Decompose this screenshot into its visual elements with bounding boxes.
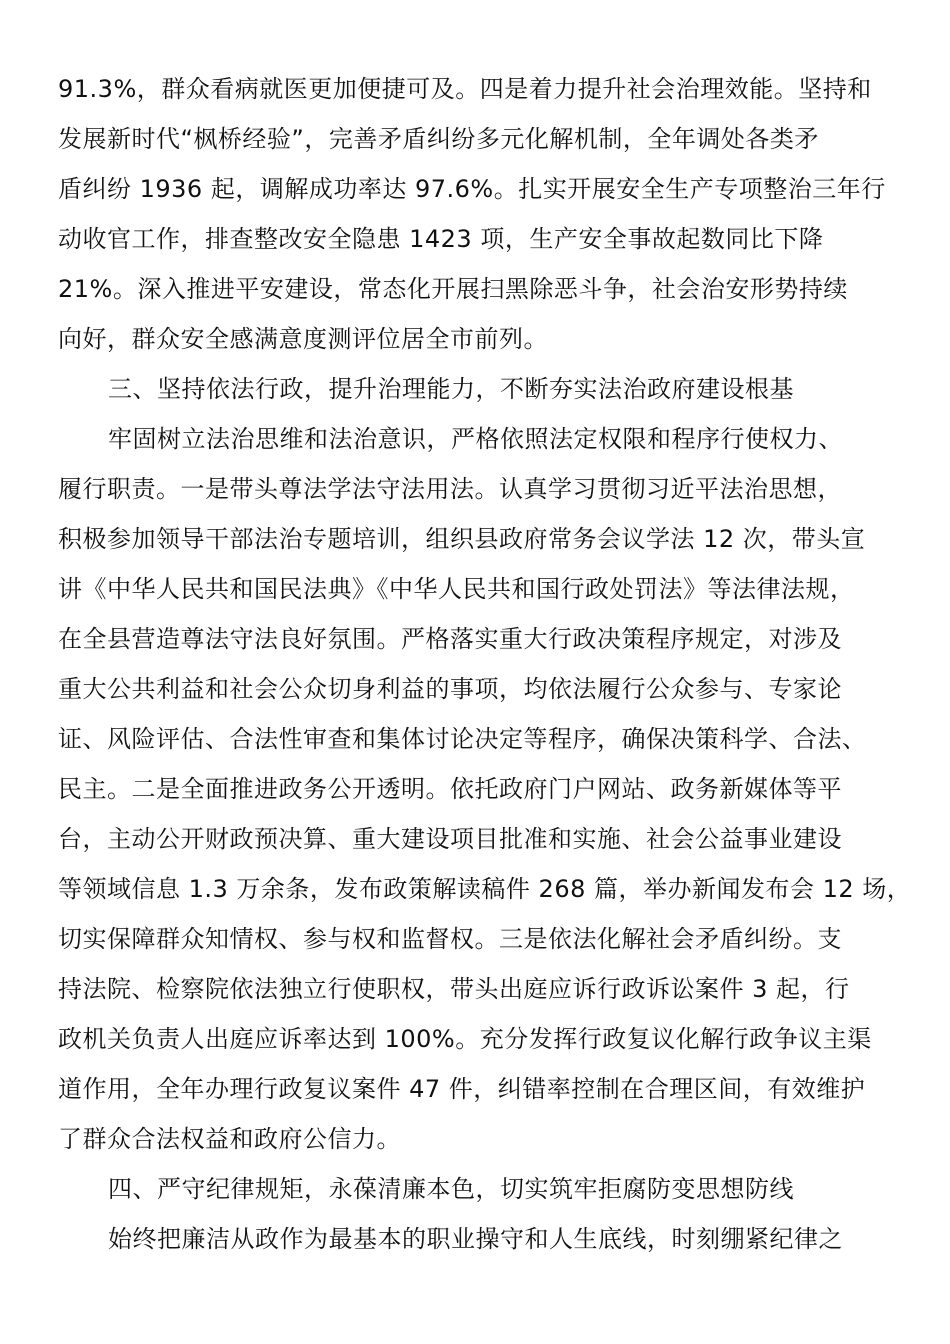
body-line: 21%。深入推进平安建设，常态化开展扫黑除恶斗争，社会治安形势持续	[58, 275, 848, 303]
body-line: 切实保障群众知情权、参与权和监督权。三是依法化解社会矛盾纠纷。支	[58, 925, 842, 953]
body-line: 了群众合法权益和政府公信力。	[58, 1125, 401, 1153]
body-line: 91.3%，群众看病就医更加便捷可及。四是着力提升社会治理效能。坚持和	[58, 75, 872, 103]
body-line: 道作用，全年办理行政复议案件 47 件，纠错率控制在合理区间，有效维护	[58, 1075, 866, 1103]
body-line: 台，主动公开财政预决算、重大建设项目批准和实施、社会公益事业建设	[58, 825, 842, 853]
body-line: 动收官工作，排查整改安全隐患 1423 项，生产安全事故起数同比下降	[58, 225, 824, 253]
body-line: 民主。二是全面推进政务公开透明。依托政府门户网站、政务新媒体等平	[58, 775, 842, 803]
body-line: 政机关负责人出庭应诉率达到 100%。充分发挥行政复议化解行政争议主渠	[58, 1025, 872, 1053]
body-line: 重大公共利益和社会公众切身利益的事项，均依法履行公众参与、专家论	[58, 675, 842, 703]
document-page	[58, 64, 912, 1264]
section-heading-3: 三、坚持依法行政，提升治理能力，不断夯实法治政府建设根基	[108, 375, 794, 403]
body-line: 发展新时代“枫桥经验”，完善矛盾纠纷多元化解机制，全年调处各类矛	[58, 125, 819, 153]
body-line: 等领域信息 1.3 万余条，发布政策解读稿件 268 篇，举办新闻发布会 12 场，	[58, 875, 912, 903]
body-line: 盾纠纷 1936 起，调解成功率达 97.6%。扎实开展安全生产专项整治三年行	[58, 175, 886, 203]
paragraph-start-line: 牢固树立法治思维和法治意识，严格依照法定权限和程序行使权力、	[108, 425, 843, 453]
body-line: 持法院、检察院依法独立行使职权，带头出庭应诉行政诉讼案件 3 起，行	[58, 975, 850, 1003]
body-line: 向好，群众安全感满意度测评位居全市前列。	[58, 325, 548, 353]
body-line: 证、风险评估、合法性审查和集体讨论决定等程序，确保决策科学、合法、	[58, 725, 867, 753]
paragraph-start-line: 始终把廉洁从政作为最基本的职业操守和人生底线，时刻绷紧纪律之	[108, 1225, 843, 1253]
body-line: 讲《中华人民共和国民法典》《中华人民共和国行政处罚法》等法律法规，	[58, 575, 855, 603]
body-line: 积极参加领导干部法治专题培训，组织县政府常务会议学法 12 次，带头宣	[58, 525, 866, 553]
body-line: 在全县营造尊法守法良好氛围。严格落实重大行政决策程序规定，对涉及	[58, 625, 842, 653]
section-heading-4: 四、严守纪律规矩，永葆清廉本色，切实筑牢拒腐防变思想防线	[108, 1175, 794, 1203]
body-line: 履行职责。一是带头尊法学法守法用法。认真学习贯彻习近平法治思想，	[58, 475, 842, 503]
